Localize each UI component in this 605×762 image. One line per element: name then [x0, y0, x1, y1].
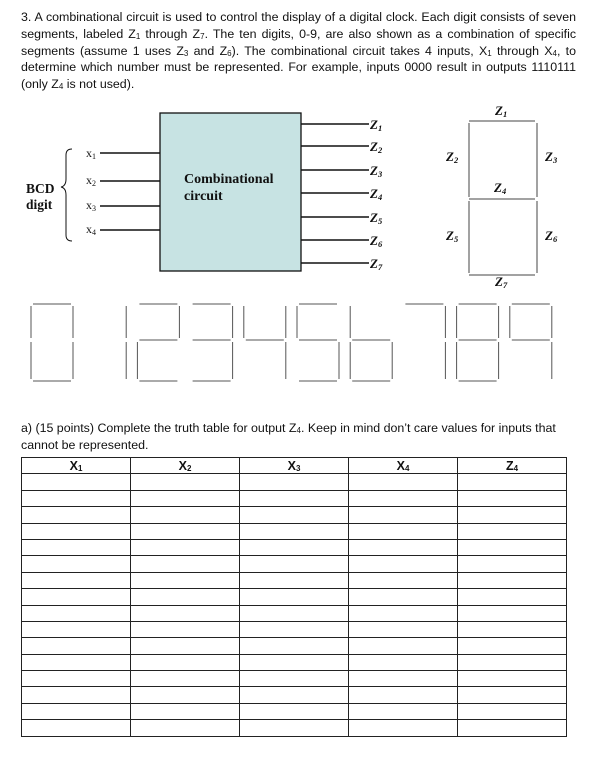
bcd-label: BCD — [26, 181, 55, 196]
table-cell[interactable] — [240, 589, 349, 605]
table-cell[interactable] — [240, 556, 349, 572]
seven-segment-reference — [445, 103, 558, 290]
table-row — [22, 720, 567, 736]
table-cell[interactable] — [131, 507, 240, 523]
segment-label-z2: Z2 — [446, 149, 459, 165]
table-cell[interactable] — [131, 556, 240, 572]
output-label-z4: Z4 — [370, 186, 383, 202]
table-cell[interactable] — [458, 556, 567, 572]
table-cell[interactable] — [458, 720, 567, 736]
combinational-circuit-block — [160, 113, 301, 271]
circuit-diagram — [0, 95, 605, 295]
input-label-x3: x3 — [86, 198, 96, 213]
table-cell[interactable] — [131, 638, 240, 654]
output-label-z1: Z1 — [370, 117, 383, 133]
table-cell[interactable] — [349, 605, 458, 621]
table-cell[interactable] — [240, 621, 349, 637]
problem-number: 3. — [21, 10, 32, 24]
segment-label-z1: Z1 — [495, 103, 508, 119]
block-label-line2: circuit — [184, 189, 223, 204]
table-cell[interactable] — [349, 621, 458, 637]
table-cell[interactable] — [349, 572, 458, 588]
table-cell[interactable] — [240, 490, 349, 506]
digit-2 — [137, 304, 179, 381]
table-cell[interactable] — [22, 523, 131, 539]
table-cell[interactable] — [240, 507, 349, 523]
table-cell[interactable] — [240, 572, 349, 588]
truth-table-header-row — [22, 458, 567, 474]
table-cell[interactable] — [131, 703, 240, 719]
part-a-instructions: a) (15 points) Complete the truth table for output $Z_4$. Keep in mind don’t care values for inputs that cannot be represented. — [21, 421, 556, 452]
table-cell[interactable] — [349, 539, 458, 555]
problem-statement: 3. A combinational circuit is used to control the display of a digital clock. Each digit consists of seven segments, labeled $Z_1$ through $Z_7$. The ten digits, 0-9, are also shown as a combination of specific segments (assume 1 uses $Z_3$ and $Z_6$). The combinational circuit takes 4 inputs, $X_1$ through $X_4$, to determine which number must be represented. For example, inputs 0000 result in outputs 1110111 (only $Z_4$ is not used). — [21, 10, 577, 92]
table-cell[interactable] — [240, 638, 349, 654]
bcd-brace — [61, 149, 72, 241]
digit-9 — [510, 304, 552, 379]
table-row — [22, 654, 567, 670]
table-cell[interactable] — [458, 703, 567, 719]
table-cell[interactable] — [349, 671, 458, 687]
table-cell[interactable] — [458, 638, 567, 654]
seven-segment-digits — [0, 296, 605, 396]
table-row — [22, 572, 567, 588]
table-cell[interactable] — [240, 687, 349, 703]
table-cell[interactable] — [240, 654, 349, 670]
table-cell[interactable] — [458, 687, 567, 703]
segment-label-z7: Z7 — [495, 274, 508, 290]
input-label-x2: x2 — [86, 173, 96, 188]
table-row — [22, 523, 567, 539]
table-cell[interactable] — [22, 671, 131, 687]
digit-6 — [350, 306, 392, 381]
table-cell[interactable] — [22, 605, 131, 621]
table-cell[interactable] — [131, 490, 240, 506]
table-cell[interactable] — [458, 572, 567, 588]
output-label-z2: Z2 — [370, 139, 383, 155]
table-cell[interactable] — [458, 589, 567, 605]
digit-3 — [193, 304, 233, 381]
header-x2: $X_2$ — [131, 458, 240, 474]
output-label-z7: Z7 — [370, 256, 383, 272]
table-row — [22, 638, 567, 654]
table-cell[interactable] — [458, 671, 567, 687]
table-cell[interactable] — [22, 621, 131, 637]
table-cell[interactable] — [349, 556, 458, 572]
truth-table — [21, 457, 567, 737]
header-x4: $X_4$ — [349, 458, 458, 474]
table-cell[interactable] — [22, 687, 131, 703]
table-cell[interactable] — [131, 687, 240, 703]
table-cell[interactable] — [349, 490, 458, 506]
table-cell[interactable] — [22, 572, 131, 588]
table-cell[interactable] — [131, 720, 240, 736]
table-cell[interactable] — [349, 720, 458, 736]
table-row — [22, 556, 567, 572]
table-row — [22, 605, 567, 621]
digit-0 — [31, 304, 73, 381]
input-label-x1: x1 — [86, 146, 96, 161]
table-cell[interactable] — [458, 539, 567, 555]
table-cell[interactable] — [240, 720, 349, 736]
table-cell[interactable] — [349, 638, 458, 654]
table-cell[interactable] — [131, 589, 240, 605]
header-z4: $Z_4$ — [458, 458, 567, 474]
segment-label-z6: Z6 — [545, 228, 558, 244]
input-label-x4: x4 — [86, 222, 96, 237]
header-x1: $X_1$ — [22, 458, 131, 474]
segment-label-z3: Z3 — [545, 149, 558, 165]
segment-label-z5: Z5 — [446, 228, 459, 244]
output-label-z6: Z6 — [370, 233, 383, 249]
table-cell[interactable] — [240, 671, 349, 687]
table-row — [22, 703, 567, 719]
table-row — [22, 539, 567, 555]
table-cell[interactable] — [349, 523, 458, 539]
table-cell[interactable] — [22, 539, 131, 555]
table-cell[interactable] — [22, 703, 131, 719]
digit-4 — [244, 306, 286, 379]
table-row — [22, 687, 567, 703]
table-row — [22, 621, 567, 637]
table-cell[interactable] — [349, 474, 458, 490]
table-cell[interactable] — [131, 621, 240, 637]
digit-5 — [297, 304, 339, 381]
block-label-line1: Combinational — [184, 172, 274, 187]
table-cell[interactable] — [349, 687, 458, 703]
table-cell[interactable] — [349, 589, 458, 605]
table-cell[interactable] — [458, 523, 567, 539]
table-cell[interactable] — [458, 474, 567, 490]
table-cell[interactable] — [240, 605, 349, 621]
table-row — [22, 507, 567, 523]
header-x3: $X_3$ — [240, 458, 349, 474]
table-row — [22, 589, 567, 605]
table-cell[interactable] — [131, 671, 240, 687]
table-cell[interactable] — [349, 507, 458, 523]
table-cell[interactable] — [131, 523, 240, 539]
table-cell[interactable] — [240, 474, 349, 490]
table-cell[interactable] — [458, 654, 567, 670]
table-cell[interactable] — [458, 490, 567, 506]
table-cell[interactable] — [131, 572, 240, 588]
table-cell[interactable] — [240, 703, 349, 719]
table-cell[interactable] — [22, 507, 131, 523]
table-cell[interactable] — [240, 523, 349, 539]
table-cell[interactable] — [22, 474, 131, 490]
table-cell[interactable] — [458, 507, 567, 523]
output-label-z5: Z5 — [370, 210, 383, 226]
table-row — [22, 671, 567, 687]
table-cell[interactable] — [131, 654, 240, 670]
table-cell[interactable] — [22, 654, 131, 670]
table-cell[interactable] — [22, 556, 131, 572]
table-cell[interactable] — [349, 703, 458, 719]
table-cell[interactable] — [22, 638, 131, 654]
digit-label: digit — [26, 197, 53, 212]
table-cell[interactable] — [131, 474, 240, 490]
table-row — [22, 474, 567, 490]
digit-7 — [405, 304, 445, 379]
table-cell[interactable] — [131, 605, 240, 621]
table-cell[interactable] — [22, 589, 131, 605]
table-cell[interactable] — [458, 605, 567, 621]
table-cell[interactable] — [131, 539, 240, 555]
segment-label-z4: Z4 — [494, 180, 507, 196]
table-row — [22, 490, 567, 506]
table-cell[interactable] — [349, 654, 458, 670]
table-cell[interactable] — [458, 621, 567, 637]
table-cell[interactable] — [22, 490, 131, 506]
table-cell[interactable] — [22, 720, 131, 736]
digit-8 — [457, 304, 499, 381]
table-cell[interactable] — [240, 539, 349, 555]
output-label-z3: Z3 — [370, 163, 383, 179]
